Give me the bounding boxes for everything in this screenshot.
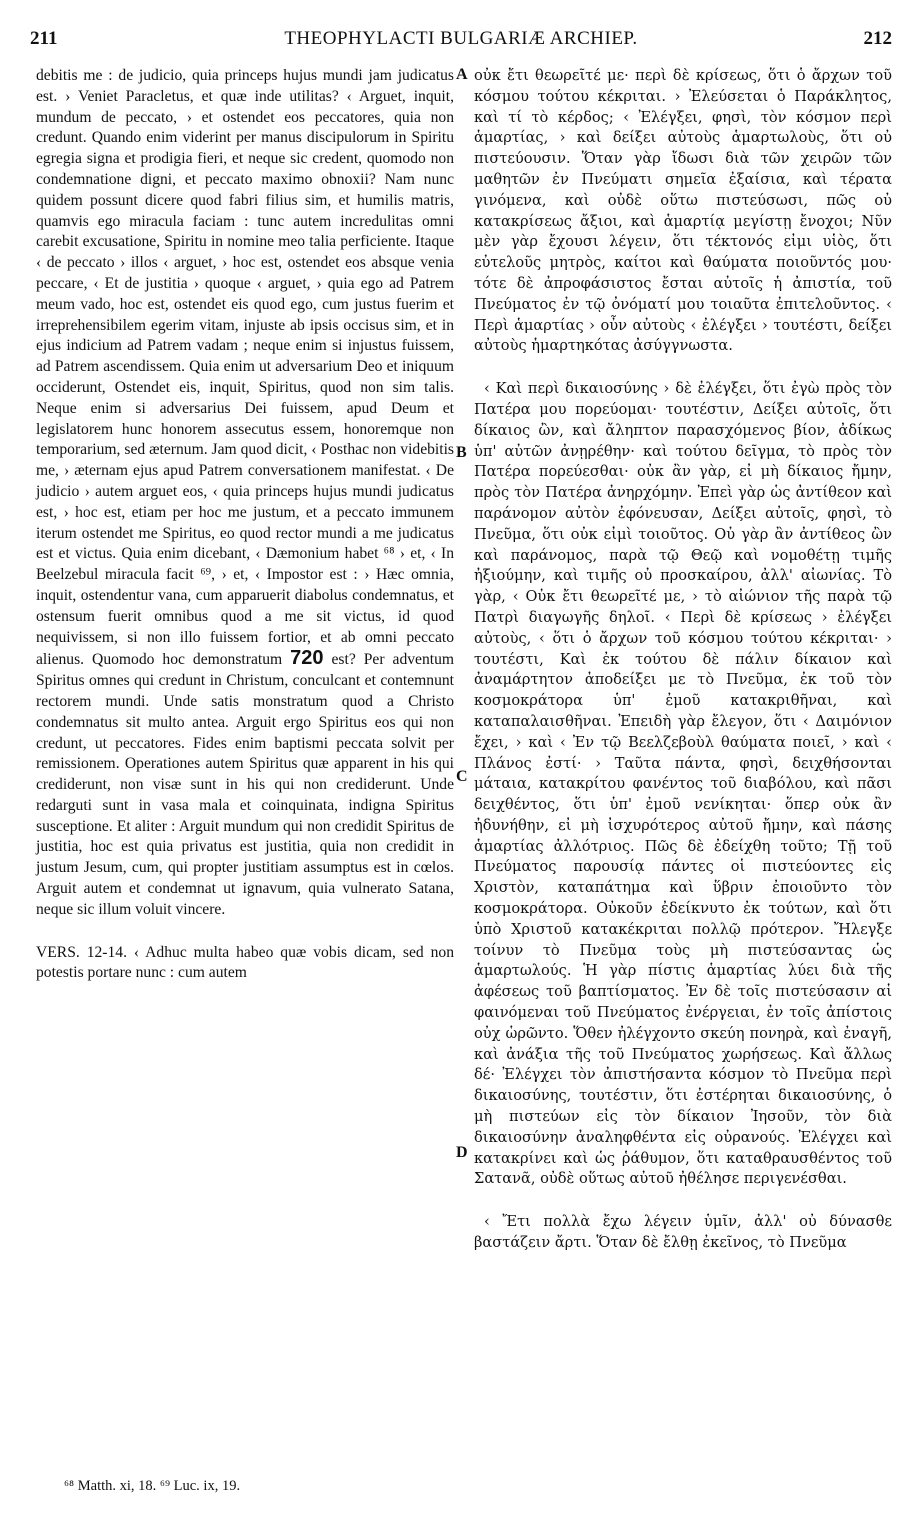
running-title: THEOPHYLACTI BULGARIÆ ARCHIEP.: [284, 28, 638, 49]
footnotes: ⁶⁸ Matth. xi, 18. ⁶⁹ Luc. ix, 19.: [64, 1478, 241, 1494]
greek-column: [474, 66, 892, 1254]
right-page-number: 212: [863, 28, 892, 49]
latin-text-1: debitis me : de judicio, quia princeps hujus mundi jam judicatus est. › Veniet Paracletus, et quæ inde utilitas? ‹ Arguet, inquit, mundum de peccato, › et ostendet eos peccatores, quia non credunt. Quando enim viderint per manus discipulorum in Spiritu egregia signa et prodigia fieri, et neque sic credent, quomodo non condemnatione digni, et peccato maximo obnoxii? Nam nunc quidem possunt dicere quod fabri filius sim, et humilis matris, quamvis ego miracula faciam : tunc autem incredulitas omni carebit excusatione, Spiritu in nomine meo talia perficiente. Itaque ‹ de peccato › illos ‹ arguet, › hoc est, ostendet eos absque venia peccare, ‹ Et de justitia › quoque ‹ arguet, › quia ego ad Patrem meum vado, hoc est, ostendet eis quod ego, cum justus fuerim et irreprehensibilem egerim vitam, injuste ab ipsis occisus sim, et in ejus indicium ad Patrem vadam ; neque enim si injustus fuissem, ad Patrem ascendissem. Quia enim ut adversarium Deo et iniquum occiderunt, Ostendet eis, inquit, Spiritus, quod non sim talis. Neque enim si adversarius Dei fuissem, apud Deum et legislatorem hunc honorem assecutus essem, honoremque non temporarium, sed æternum. Jam quod dicit, ‹ Posthac non videbitis me, › æternam ejus apud Patrem conversationem manifestat. ‹ De judicio › autem arguet eos, ‹ quia princeps hujus mundi judicatus est, › hoc est, etiam per hoc me justum, et a peccato immunem iterum ostendet me Spiritus, eo quod rector mundi a me judicatus est et victus. Quia enim dicebant, ‹ Dæmonium habet ⁶⁸ › et, ‹ In Beelzebul miracula facit ⁶⁹, › et, ‹ Impostor est : › Hæc omnia, inquit, ostendentur vana, cum apparuerit diabolus condemnatus, et ostensum fuerit omnibus quod a me sit victus, id quod nequivissem, si non illo fuissem fortior, et ab omni peccato alienus. Quomodo hoc demonstratum: [36, 67, 454, 669]
margin-marker-b: B: [456, 444, 467, 461]
latin-paragraph-1: [36, 66, 454, 921]
latin-text-2: est? Per adventum Spiritus omnes qui credunt in Christum, conculcant et contemnunt rectorem mundi. Unde satis monstratum quod a Christo condemnatus sit multo antea. Arguit ergo Spiritus eos qui non credunt, ut peccatores. Fides enim baptismi peccata solvit per remissionem. Operationes autem Spiritus quæ apparent in his qui crediderunt, non visæ sunt in his qui non crediderunt. Unde redarguti sunt in vasa mala et coinquinata, indigna Spiritus susceptione. Et aliter : Arguit mundum qui non credidit Spiritus de justitia, hoc est quia privatus est justitia, quia non credidit in justum Jesum, cum, qui propter justitiam assumptus est in cœlos. Arguit autem et condemnat ut ignavum, quia vulnerato Satana, neque sic illum voluit vincere.: [36, 651, 455, 918]
latin-column: [36, 66, 454, 984]
margin-marker-a: A: [456, 66, 468, 83]
left-page-number: 211: [30, 28, 58, 49]
greek-paragraph-3: ‹ Ἔτι πολλὰ ἔχω λέγειν ὑμῖν, ἀλλ' οὐ δύνασθε βαστάζειν ἄρτι. Ὅταν δὲ ἔλθῃ ἐκεῖνος, τὸ Πνεῦμα: [474, 1213, 892, 1252]
greek-paragraph-2: ‹ Καὶ περὶ δικαιοσύνης › δὲ ἐλέγξει, ὅτι ἐγὼ πρὸς τὸν Πατέρα μου πορεύομαι· τουτέστιν, Δείξει αὐτοῖς, ὅτι δίκαιος ὢν, καὶ ἄληπτον παρασχόμενος βίον, ἀδίκως ὑπ' αὐτῶν ἀνῃρέθην· καὶ τούτου δεῖγμα, τὸ πρὸς τὸν Πατέρα πορεύεσθαι· οὐκ ἂν γὰρ, εἰ μὴ δίκαιος ἤμην, πρὸς τὸν Πατέρα ἀνηρχόμην. Ἐπεὶ γὰρ ὡς ἀντίθεον καὶ παράνομον αὐτὸν ἐφόνευσαν, Δείξει αὐτοῖς, φησὶ, τὸ Πνεῦμα, ὅτι οὐκ εἰμὶ τοιοῦτος. Οὐ γὰρ ἂν ἀντίθεος ὢν καὶ παράνομος, παρὰ τῷ Θεῷ καὶ νομοθέτῃ τιμῆς ἠξιούμην, καὶ τιμῆς οὐ προσκαίρου, ἀλλ' αἰωνίας. Τὸ γὰρ, ‹ Οὐκ ἔτι θεωρεῖτέ με, › τὸ αἰώνιον τῆς παρὰ τῷ Πατρὶ διαγωγῆς δηλοῖ. ‹ Περὶ δὲ κρίσεως › ἐλέγξει αὐτοὺς, ‹ ὅτι ὁ ἄρχων τοῦ κόσμου τούτου κέκριται· › τουτέστι, Καὶ ἐκ τούτου δὲ πάλιν δίκαιον καὶ ἀναμάρτητον ἀποδείξει με τὸ Πνεῦμα, ἐκ τοῦ τὸν κοσμοκράτορα ὑπ' ἐμοῦ κατακριθῆναι, καὶ καταπαλαισθῆναι. Ἐπειδὴ γὰρ ἔλεγον, ὅτι ‹ Δαιμόνιον ἔχει, › καὶ ‹ Ἐν τῷ Βεελζεβοὺλ θαύματα ποιεῖ, › καὶ ‹ Πλάνος ἐστί· › Ταῦτα πάντα, φησὶ, δειχθήσονται μάταια, κατακρίτου φανέντος τοῦ διαβόλου, καὶ πᾶσι δειχθέντος, ὅτι ὑπ' ἐμοῦ νενίκηται· ὅπερ οὐκ ἂν ἠδυνήθην, εἰ μὴ ἰσχυρότερος αὐτοῦ ἤμην, καὶ πάσης ἁμαρτίας ἀλλότριος. Πῶς δὲ ἐδείχθη τοῦτο; Τῇ τοῦ Πνεύματος παρουσίᾳ πάντες οἱ πιστεύοντες εἰς Χριστὸν, καταπάτημα καὶ ὕβριν ἐποιοῦντο τὸν κοσμοκράτορα. Οὐκοῦν ἐδείκνυτο ἐκ τούτων, καὶ ὅτι ὑπὸ Χριστοῦ κατακέκριται πολλῷ πρότερον. Ἤλεγξε τοίνυν τὸ Πνεῦμα τοὺς μὴ πιστεύσαντας ὡς ἁμαρτωλούς. Ἡ γὰρ πίστις ἁμαρτίας λύει διὰ τῆς ἀφέσεως τοῦ βαπτίσματος. Ἐν δὲ τοῖς πιστεύσασιν αἱ φαινόμεναι τοῦ Πνεύματος ἐνέργειαι, ἐν τοῖς ἀπίστοις οὐχ ὡρῶντο. Ὅθεν ἠλέγχοντο σκεύη πονηρὰ, καὶ ἐναγῆ, καὶ ἀνάξια τῆς τοῦ Πνεύματος χωρήσεως. Καὶ ἄλλως δέ· Ἐλέγχει τὸν ἀπιστήσαντα κόσμον τὸ Πνεῦμα περὶ δικαιοσύνης, τουτέστιν, ὅτι ἐστέρηται δικαιοσύνης, ὁ μὴ πιστεύων εἰς τὸν δίκαιον Ἰησοῦν, τὸν διὰ δικαιοσύνην ἀναληφθέντα εἰς οὐρανούς. Ἐλέγχει καὶ κατακρίνει καὶ ὡς ῥάθυμον, ὅτι καταθραυσθέντος τοῦ Σατανᾶ, οὐδὲ οὕτως αὐτοῦ ἠθέλησε περιγενέσθαι.: [474, 380, 892, 1188]
column-number-marker: 720: [290, 647, 324, 670]
margin-marker-d: D: [456, 1144, 468, 1161]
latin-paragraph-2: VERS. 12-14. ‹ Adhuc multa habeo quæ vobis dicam, sed non potestis portare nunc : cum autem: [36, 943, 454, 982]
greek-paragraph-1: οὐκ ἔτι θεωρεῖτέ με· περὶ δὲ κρίσεως, ὅτι ὁ ἄρχων τοῦ κόσμου τούτου κέκριται. › Ἐλεύσεται ὁ Παράκλητος, καὶ τί τὸ κέρδος; ‹ Ἐλέγξει, φησὶ, τὸν κόσμον περὶ ἁμαρτίας, › καὶ δείξει αὐτοὺς ἁμαρτωλοὺς, ὅτι οὐ πιστεύουσιν. Ὅταν γὰρ ἴδωσι διὰ τῶν χειρῶν τῶν μαθητῶν ἐν Πνεύματι σημεῖα ἐξαίσια, καὶ τέρατα γινόμενα, καὶ οὐδὲ οὕτω πιστεύσωσι, πῶς οὐ κατακρίσεως ἄξιοι, καὶ ἁμαρτίᾳ μεγίστῃ ἔνοχοι; Νῦν μὲν γὰρ ἔχουσι λέγειν, ὅτι τέκτονός εἰμι υἱὸς, ὅτι εὐτελοῦς μητρὸς, καίτοι καὶ θαύματα ποιοῦντός μου· τότε δὲ ἀπροφάσιστος ἔσται αὐτοῖς ἡ ἀπιστία, τοῦ Πνεύματος ἐν τῷ ὀνόματί μου τοιαῦτα ἐπιτελοῦντος. ‹ Περὶ ἁμαρτίας › οὖν αὐτοὺς ‹ ἐλέγξει › τουτέστι, δείξει αὐτοὺς ἡμαρτηκότας ἀσύγγνωστα.: [474, 67, 892, 355]
margin-marker-c: C: [456, 768, 468, 785]
running-header: [30, 28, 892, 58]
